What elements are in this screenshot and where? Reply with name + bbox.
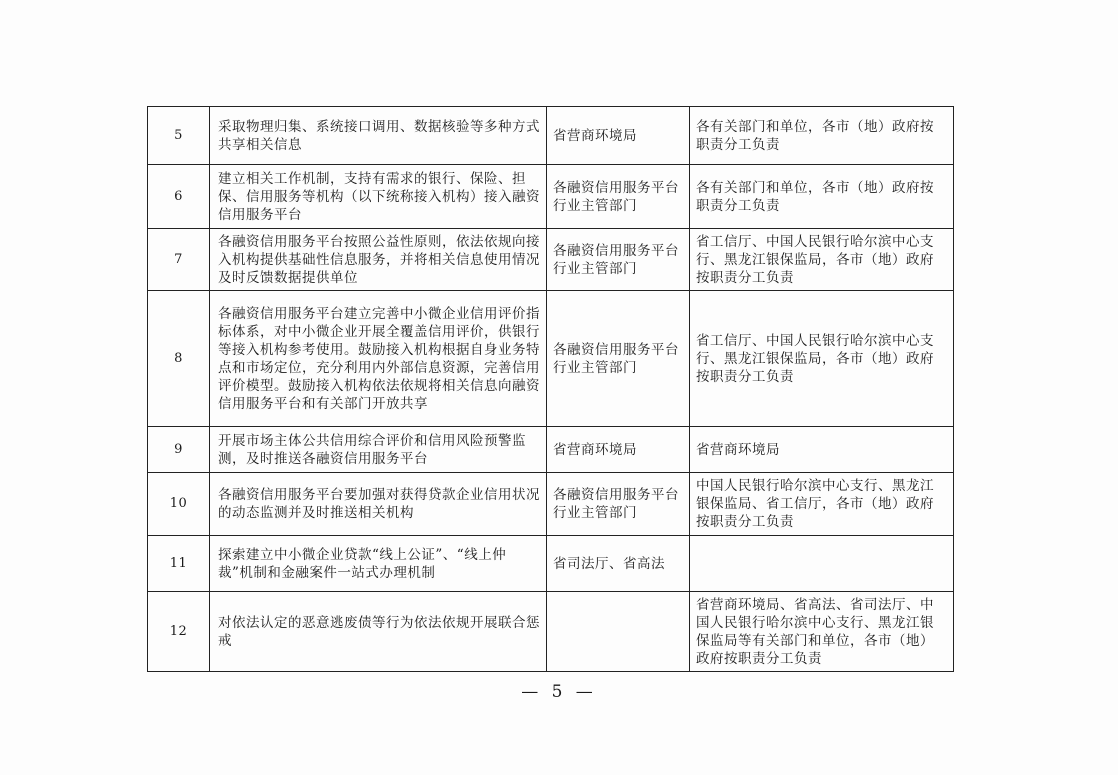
row-number: 8 <box>148 291 210 427</box>
task-table <box>147 106 954 672</box>
lead-department <box>547 592 690 672</box>
lead-department: 各融资信用服务平台行业主管部门 <box>547 229 690 291</box>
cooperating-units: 省营商环境局、省高法、省司法厅、中国人民银行哈尔滨中心支行、黑龙江银保监局等有关部门和单位，各市（地）政府按职责分工负责 <box>690 592 954 672</box>
row-number: 10 <box>148 473 210 536</box>
cooperating-units <box>690 536 954 592</box>
page-number: — 5 — <box>521 682 597 702</box>
row-number: 12 <box>148 592 210 672</box>
row-number: 9 <box>148 427 210 473</box>
task-description: 开展市场主体公共信用综合评价和信用风险预警监测，及时推送各融资信用服务平台 <box>210 427 547 473</box>
task-description: 各融资信用服务平台要加强对获得贷款企业信用状况的动态监测并及时推送相关机构 <box>210 473 547 536</box>
lead-department: 省营商环境局 <box>547 107 690 165</box>
task-description: 各融资信用服务平台按照公益性原则，依法依规向接入机构提供基础性信息服务，并将相关信息使用情况及时反馈数据提供单位 <box>210 229 547 291</box>
table-row <box>148 427 954 473</box>
table-row <box>148 473 954 536</box>
cooperating-units: 省工信厅、中国人民银行哈尔滨中心支行、黑龙江银保监局，各市（地）政府按职责分工负责 <box>690 229 954 291</box>
row-number: 6 <box>148 165 210 229</box>
row-number: 11 <box>148 536 210 592</box>
table-row <box>148 592 954 672</box>
task-description: 对依法认定的恶意逃废债等行为依法依规开展联合惩戒 <box>210 592 547 672</box>
table-row <box>148 107 954 165</box>
table-row <box>148 229 954 291</box>
task-description: 探索建立中小微企业贷款“线上公证”、“线上仲裁”机制和金融案件一站式办理机制 <box>210 536 547 592</box>
lead-department: 各融资信用服务平台行业主管部门 <box>547 473 690 536</box>
table-row <box>148 291 954 427</box>
cooperating-units: 省营商环境局 <box>690 427 954 473</box>
task-description: 采取物理归集、系统接口调用、数据核验等多种方式共享相关信息 <box>210 107 547 165</box>
cooperating-units: 各有关部门和单位，各市（地）政府按职责分工负责 <box>690 107 954 165</box>
lead-department: 省司法厅、省高法 <box>547 536 690 592</box>
task-description: 各融资信用服务平台建立完善中小微企业信用评价指标体系，对中小微企业开展全覆盖信用评价，供银行等接入机构参考使用。鼓励接入机构根据自身业务特点和市场定位，充分利用内外部信息资源，完善信用评价模型。鼓励接入机构依法依规将相关信息向融资信用服务平台和有关部门开放共享 <box>210 291 547 427</box>
lead-department: 各融资信用服务平台行业主管部门 <box>547 165 690 229</box>
row-number: 7 <box>148 229 210 291</box>
cooperating-units: 各有关部门和单位，各市（地）政府按职责分工负责 <box>690 165 954 229</box>
lead-department: 省营商环境局 <box>547 427 690 473</box>
table-row <box>148 165 954 229</box>
task-description: 建立相关工作机制，支持有需求的银行、保险、担保、信用服务等机构（以下统称接入机构）接入融资信用服务平台 <box>210 165 547 229</box>
lead-department: 各融资信用服务平台行业主管部门 <box>547 291 690 427</box>
row-number: 5 <box>148 107 210 165</box>
cooperating-units: 中国人民银行哈尔滨中心支行、黑龙江银保监局、省工信厅，各市（地）政府按职责分工负责 <box>690 473 954 536</box>
cooperating-units: 省工信厅、中国人民银行哈尔滨中心支行、黑龙江银保监局，各市（地）政府按职责分工负责 <box>690 291 954 427</box>
table-row <box>148 536 954 592</box>
